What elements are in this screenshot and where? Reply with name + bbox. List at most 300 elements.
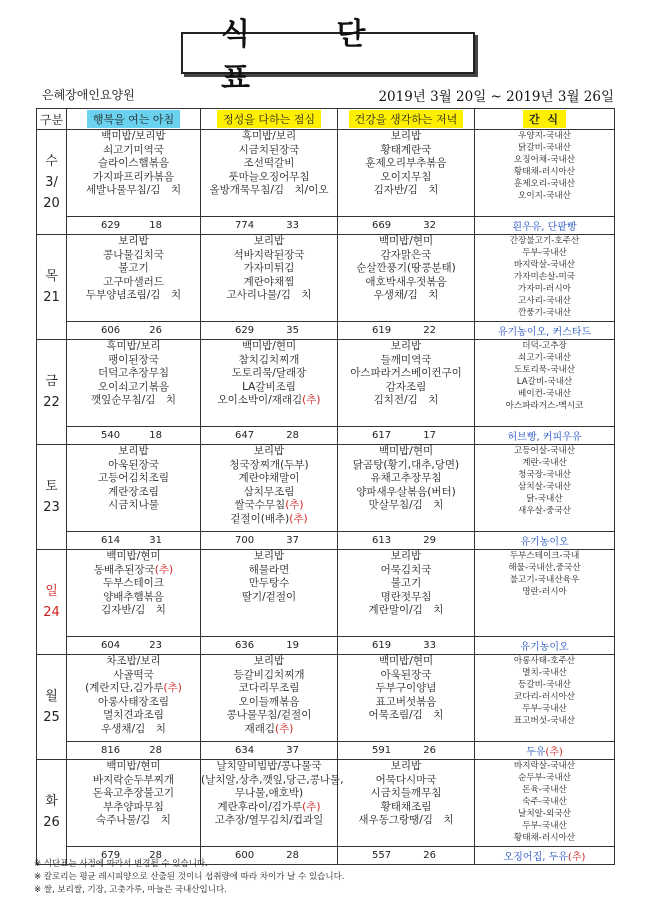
breakfast-item: 계란장조림 xyxy=(108,485,159,498)
breakfast-item: 우생채/김 치 xyxy=(101,722,166,735)
snack-item: 더덕-고추장 xyxy=(522,341,567,351)
snack-note: 흰우유, 단팥빵 xyxy=(475,217,615,235)
dinner-item: 백미밥/현미 xyxy=(378,235,434,247)
lunch-item: 콩나물무침/겉절이 xyxy=(226,709,312,722)
lunch-item: 보리밥 xyxy=(253,655,285,667)
nutrition-cell xyxy=(338,427,475,445)
calorie-value: 614 xyxy=(101,535,121,546)
snack-cell xyxy=(475,445,615,532)
lunch-item: 도토리묵/달래장 xyxy=(231,367,307,380)
nutrition-row xyxy=(37,742,615,760)
dinner-item: 보리밥 xyxy=(390,340,422,352)
day-label xyxy=(37,340,67,445)
dinner-item: 불고기 xyxy=(390,577,422,590)
dinner-item: 시금치들깨무침 xyxy=(370,787,442,800)
dinner-item: 들깨미역국 xyxy=(380,353,432,366)
lunch-item: 시금치된장국 xyxy=(238,143,300,156)
snack-item: 표고버섯-국내산 xyxy=(513,716,576,726)
header-snack-label: 간 식 xyxy=(523,110,566,128)
calorie-value: 636 xyxy=(235,640,255,651)
snack-item: 날치알-외국산 xyxy=(518,809,571,819)
dinner-item: 순살깐풍기(땅콩분태) xyxy=(356,262,456,275)
breakfast-cell xyxy=(67,340,201,427)
nutrition-row xyxy=(37,532,615,550)
snack-cell xyxy=(475,130,615,217)
breakfast-item: 오이쇠고기볶음 xyxy=(97,380,169,393)
footnotes xyxy=(34,858,345,897)
breakfast-item: 사골떡국 xyxy=(113,668,154,681)
protein-value: 22 xyxy=(423,325,436,336)
dinner-item: 훈제오리부추볶음 xyxy=(365,157,447,170)
breakfast-item: 백미밥/현미 xyxy=(106,550,161,562)
snack-item: 아스파라거스-멕시코 xyxy=(505,401,584,411)
day-row xyxy=(37,340,615,427)
protein-value: 28 xyxy=(286,430,299,441)
added-marker: (추) xyxy=(154,563,174,576)
lunch-item: 쌀국수무침(추) xyxy=(234,499,304,512)
snack-note: 유기농이오, 커스타드 xyxy=(475,322,615,340)
lunch-item: 청국장찌개(두부) xyxy=(229,458,309,471)
title-box xyxy=(181,17,475,96)
day-row xyxy=(37,655,615,742)
day-row xyxy=(37,550,615,637)
calorie-value: 617 xyxy=(372,430,392,441)
breakfast-item: 흑미밥/보리 xyxy=(106,340,161,352)
breakfast-item: 시금치나물 xyxy=(108,499,159,512)
day-label-line: 토 xyxy=(45,479,58,494)
dinner-item: 감자맑은국 xyxy=(380,248,432,261)
dinner-item: 보리밥 xyxy=(390,130,422,142)
nutrition-cell xyxy=(201,217,338,235)
day-label xyxy=(37,130,67,235)
calorie-value: 600 xyxy=(235,850,255,861)
dinner-item: 김치전/김 치 xyxy=(373,394,439,407)
snack-item: 오이지-국내산 xyxy=(518,191,571,201)
nutrition-row xyxy=(37,427,615,445)
day-label-line: 월 xyxy=(45,689,58,704)
breakfast-cell xyxy=(67,235,201,322)
dinner-item: 닭곰탕(황기,대추,당면) xyxy=(352,458,460,471)
dinner-item: 황태채조림 xyxy=(380,800,432,813)
day-label xyxy=(37,655,67,760)
added-marker: (추) xyxy=(275,722,294,735)
day-label-line: 금 xyxy=(45,374,58,389)
added-marker: (추) xyxy=(545,747,563,758)
lunch-item: 삼치무조림 xyxy=(243,485,295,498)
breakfast-item: 고구마샐러드 xyxy=(103,275,164,288)
dinner-item: 어묵김치국 xyxy=(380,563,432,576)
day-label-line: 수 xyxy=(45,153,58,169)
snack-item: 돈육-국내산 xyxy=(522,785,567,795)
nutrition-cell xyxy=(67,637,201,655)
breakfast-item: 차조밥/보리 xyxy=(106,655,161,667)
dinner-item: 김자반/김 치 xyxy=(373,184,439,197)
lunch-item: 계란후라이/김가루(추) xyxy=(217,800,321,813)
dinner-cell xyxy=(338,340,475,427)
lunch-cell xyxy=(201,760,344,847)
day-label xyxy=(37,760,67,865)
header-snack xyxy=(475,109,615,130)
day-label-line: 3/ xyxy=(45,174,58,190)
breakfast-item: 슬라이스햄볶음 xyxy=(97,157,169,170)
breakfast-item: 보리밥 xyxy=(118,235,149,247)
snack-item: 불고기-국내산육우 xyxy=(509,575,580,585)
breakfast-item: 부추양파무침 xyxy=(103,800,164,813)
calorie-value: 591 xyxy=(372,745,392,756)
lunch-item: 석바지락된장국 xyxy=(233,248,305,261)
dinner-item: 감자조림 xyxy=(385,380,427,393)
lunch-item: 참치김치찌개 xyxy=(238,353,300,366)
menu-table xyxy=(36,108,615,865)
breakfast-item: (계란지단,김가루(추) xyxy=(85,682,182,695)
nutrition-cell xyxy=(201,637,338,655)
calorie-value: 774 xyxy=(235,220,255,231)
lunch-cell xyxy=(201,340,338,427)
breakfast-item: 아욱된장국 xyxy=(108,458,159,471)
day-label-line: 화 xyxy=(45,794,58,809)
added-marker: (추) xyxy=(302,800,321,813)
dinner-cell xyxy=(338,550,475,637)
protein-value: 31 xyxy=(149,535,162,546)
snack-item: 해물-국내산,중국산 xyxy=(508,563,581,573)
lunch-item: 보리밥 xyxy=(253,550,285,562)
breakfast-item: 세발나물무침/김 치 xyxy=(85,184,182,197)
lunch-item: 해물라면 xyxy=(248,563,290,576)
breakfast-cell xyxy=(67,130,201,217)
dinner-item: 유채고추장무침 xyxy=(370,472,442,485)
day-label-line: 일 xyxy=(45,584,58,599)
footnote: ※ 식단표는 사정에 따라서 변경될 수 있습니다. xyxy=(34,859,208,869)
calorie-value: 606 xyxy=(101,325,121,336)
snack-item: 가자미-러시아 xyxy=(518,284,571,294)
protein-value: 32 xyxy=(423,220,436,231)
breakfast-item: 더덕고추장무침 xyxy=(97,367,169,380)
lunch-item: 조선떡갈비 xyxy=(243,157,295,170)
lunch-item: 보리밥 xyxy=(253,235,285,247)
dinner-item: 황태계란국 xyxy=(380,143,432,156)
lunch-item: 가자미튀김 xyxy=(243,262,295,275)
breakfast-cell xyxy=(67,445,201,532)
snack-cell xyxy=(475,655,615,742)
day-label xyxy=(37,445,67,550)
lunch-cell xyxy=(201,235,338,322)
calorie-value: 816 xyxy=(101,745,121,756)
dinner-item: 보리밥 xyxy=(390,760,422,772)
dinner-cell xyxy=(338,655,475,742)
snack-item: 두부스테이크-국내 xyxy=(509,551,580,561)
nutrition-cell xyxy=(67,532,201,550)
day-row xyxy=(37,760,615,847)
snack-item: 황태채-러시아산 xyxy=(513,833,576,843)
day-row xyxy=(37,445,615,532)
protein-value: 35 xyxy=(286,325,299,336)
snack-item: 바지락살-국내산 xyxy=(513,260,576,270)
snack-item: LA갈비-국내산 xyxy=(516,377,573,387)
snack-note: 유기농이오 xyxy=(475,532,615,550)
dinner-item: 두부구이양념 xyxy=(375,682,437,695)
protein-value: 26 xyxy=(423,850,436,861)
protein-value: 33 xyxy=(423,640,436,651)
snack-item: 간장불고기-호주산 xyxy=(509,236,580,246)
dinner-item: 표고버섯볶음 xyxy=(375,695,437,708)
dinner-item: 계란말이/김 치 xyxy=(368,604,444,617)
snack-item: 깐풍기-국내산 xyxy=(518,308,571,318)
facility-name: 은혜장애인요양원 xyxy=(42,88,135,102)
calorie-value: 619 xyxy=(372,640,392,651)
lunch-item: 만두탕수 xyxy=(248,577,290,590)
lunch-item: 겉절이(배추)(추) xyxy=(230,512,308,525)
snack-item: 계란-국내산 xyxy=(522,458,567,468)
snack-item: 도토리묵-국내산 xyxy=(513,365,576,375)
footnote: ※ 쌀, 보리쌀, 기장, 고춧가루, 마늘은 국내산입니다. xyxy=(34,885,227,895)
lunch-item: LA갈비조림 xyxy=(242,380,296,393)
lunch-item: 오이들깨볶음 xyxy=(238,695,300,708)
nutrition-row xyxy=(37,637,615,655)
breakfast-cell xyxy=(67,550,201,637)
snack-item: 오징어채-국내산 xyxy=(513,155,576,165)
nutrition-cell xyxy=(338,847,475,865)
breakfast-item: 불고기 xyxy=(118,262,149,275)
lunch-item: 고추장/열무김치/컵과일 xyxy=(214,814,324,827)
snack-item: 고등어살-국내산 xyxy=(513,446,576,456)
calorie-value: 700 xyxy=(235,535,255,546)
header-lunch xyxy=(201,109,338,130)
breakfast-item: 백미밥/보리밥 xyxy=(101,130,166,142)
snack-item: 가자미손살-미국 xyxy=(513,272,576,282)
breakfast-item: 멸치견과조림 xyxy=(103,709,164,722)
lunch-item: 흑미밥/보리 xyxy=(241,130,297,142)
lunch-cell xyxy=(201,550,338,637)
lunch-item: 무나물,애호박) xyxy=(234,787,304,800)
lunch-cell xyxy=(201,130,338,217)
breakfast-item: 양배추햄볶음 xyxy=(103,590,164,603)
protein-value: 17 xyxy=(423,430,436,441)
protein-value: 19 xyxy=(286,640,299,651)
day-row xyxy=(37,130,615,217)
protein-value: 23 xyxy=(149,640,162,651)
dinner-cell xyxy=(338,760,475,847)
dinner-item: 오이지무침 xyxy=(380,170,432,183)
lunch-item: 코다리무조림 xyxy=(238,682,300,695)
calorie-value: 679 xyxy=(101,850,121,861)
dinner-cell xyxy=(338,235,475,322)
nutrition-cell xyxy=(338,217,475,235)
dinner-item: 백미밥/현미 xyxy=(378,445,434,457)
lunch-item: 백미밥/현미 xyxy=(241,340,297,352)
snack-item: 닭-국내산 xyxy=(526,494,563,504)
snack-item: 바지락살-국내산 xyxy=(513,761,576,771)
protein-value: 37 xyxy=(286,745,299,756)
lunch-item: 등갈비김치찌개 xyxy=(233,668,305,681)
snack-note: 오징어집, 두유(추) xyxy=(475,847,615,865)
added-marker: (추) xyxy=(285,499,304,512)
protein-value: 18 xyxy=(149,220,162,231)
nutrition-cell xyxy=(338,322,475,340)
breakfast-item: 팽이된장국 xyxy=(108,353,159,366)
calorie-value: 647 xyxy=(235,430,255,441)
day-row xyxy=(37,235,615,322)
calorie-value: 613 xyxy=(372,535,392,546)
dinner-cell xyxy=(338,130,475,217)
dinner-item: 우생채/김 치 xyxy=(373,289,439,302)
breakfast-cell xyxy=(67,760,201,847)
lunch-item: 계란야채찜 xyxy=(243,275,295,288)
snack-item: 고사리-국내산 xyxy=(518,296,571,306)
lunch-cell xyxy=(201,445,338,532)
breakfast-item: 깻잎순무침/김 치 xyxy=(90,394,177,407)
breakfast-item: 보리밥 xyxy=(118,445,149,457)
nutrition-cell xyxy=(67,427,201,445)
header-lunch-label: 정성을 다하는 점심 xyxy=(217,110,321,128)
snack-item: 아롱사태-호주산 xyxy=(513,656,576,666)
protein-value: 28 xyxy=(149,850,162,861)
lunch-item: 보리밥 xyxy=(253,445,285,457)
dinner-item: 어묵다시마국 xyxy=(375,773,437,786)
snack-cell xyxy=(475,340,615,427)
nutrition-cell xyxy=(201,322,338,340)
snack-item: 쇠고기-국내산 xyxy=(518,353,571,363)
dinner-item: 보리밥 xyxy=(390,550,422,562)
calorie-value: 604 xyxy=(101,640,121,651)
lunch-item: 날치알비빔밥/콩나물국 xyxy=(216,760,322,772)
breakfast-cell xyxy=(67,655,201,742)
breakfast-item: 쇠고기미역국 xyxy=(103,143,164,156)
lunch-item: 오이소박이/재래김(추) xyxy=(217,394,321,407)
snack-note: 두유(추) xyxy=(475,742,615,760)
dinner-item: 아스파라거스베이컨구이 xyxy=(350,367,462,380)
nutrition-cell xyxy=(338,532,475,550)
breakfast-item: 콩나물김치국 xyxy=(103,248,164,261)
dinner-cell xyxy=(338,445,475,532)
nutrition-cell xyxy=(338,742,475,760)
snack-item: 베이컨-국내산 xyxy=(518,389,571,399)
snack-note: 유기농이오 xyxy=(475,637,615,655)
snack-item: 등갈비-국내산 xyxy=(518,680,571,690)
snack-item: 숙주-국내산 xyxy=(522,797,567,807)
lunch-item: 고사리나물/김 치 xyxy=(226,289,312,302)
dinner-item: 양파새우살볶음(버터) xyxy=(356,485,456,498)
calorie-value: 634 xyxy=(235,745,255,756)
snack-cell xyxy=(475,550,615,637)
added-marker: (추) xyxy=(302,394,321,407)
page-title: 식 단 표 xyxy=(221,17,404,96)
nutrition-cell xyxy=(201,742,338,760)
dinner-item: 어묵조림/김 치 xyxy=(368,709,444,722)
breakfast-item: 두부양념조림/김 치 xyxy=(85,289,182,302)
protein-value: 37 xyxy=(286,535,299,546)
breakfast-item: 두부스테이크 xyxy=(103,577,164,590)
snack-item: 청국장-국내산 xyxy=(518,470,571,480)
dinner-item: 새우동그랑땡/김 치 xyxy=(358,814,454,827)
dinner-item: 맛살무침/김 치 xyxy=(368,499,444,512)
protein-value: 26 xyxy=(423,745,436,756)
snack-item: 명란-러시아 xyxy=(522,587,567,597)
footnote: ※ 칼로리는 평균 레시피양으로 산출된 것이니 섭취량에 따라 차이가 날 수 있습니다. xyxy=(34,872,345,882)
calorie-value: 629 xyxy=(235,325,255,336)
protein-value: 33 xyxy=(286,220,299,231)
protein-value: 29 xyxy=(423,535,436,546)
day-label-line: 목 xyxy=(45,269,58,284)
header-dinner xyxy=(338,109,475,130)
calorie-value: 669 xyxy=(372,220,392,231)
breakfast-item: 돈육고추장불고기 xyxy=(92,787,175,800)
lunch-item: 재래김(추) xyxy=(244,722,294,735)
day-label-line: 23 xyxy=(43,500,60,515)
day-label-line: 22 xyxy=(43,395,60,410)
snack-item: 순두부-국내산 xyxy=(518,773,571,783)
calorie-value: 557 xyxy=(372,850,392,861)
dinner-item: 애호박새우젓볶음 xyxy=(365,275,447,288)
header-gubun: 구분 xyxy=(37,109,67,130)
breakfast-item: 김자반/김 치 xyxy=(101,604,166,617)
day-label xyxy=(37,550,67,655)
protein-value: 18 xyxy=(149,430,162,441)
lunch-item: 올방개묵무침/김 치/이오 xyxy=(209,184,329,197)
calorie-value: 540 xyxy=(101,430,121,441)
snack-item: 황태채-러시아산 xyxy=(513,167,576,177)
added-marker: (추) xyxy=(289,512,308,525)
dinner-item: 아욱된장국 xyxy=(380,668,432,681)
breakfast-item: 가지파프리카볶음 xyxy=(92,170,175,183)
snack-item: 코다리-러시아산 xyxy=(513,692,576,702)
nutrition-cell xyxy=(67,217,201,235)
snack-item: 두부-국내산 xyxy=(522,821,567,831)
snack-item: 삼치살-국내산 xyxy=(518,482,571,492)
lunch-item: 딸기/겉절이 xyxy=(241,590,297,603)
breakfast-item: 백미밥/현미 xyxy=(106,760,161,772)
day-label-line: 21 xyxy=(43,290,60,305)
lunch-item: (날치알,상추,깻잎,당근,콩나물, xyxy=(201,773,344,786)
nutrition-cell xyxy=(338,637,475,655)
nutrition-cell xyxy=(67,322,201,340)
day-label-line: 20 xyxy=(43,195,60,211)
header-dinner-label: 건강을 생각하는 저녁 xyxy=(349,110,464,128)
breakfast-item: 아롱사태장조림 xyxy=(97,695,169,708)
day-label-line: 26 xyxy=(43,815,60,830)
snack-note: 허브빵, 커피우유 xyxy=(475,427,615,445)
nutrition-cell xyxy=(67,742,201,760)
day-label xyxy=(37,235,67,340)
calorie-value: 629 xyxy=(101,220,121,231)
snack-item: 닭갈비-국내산 xyxy=(518,143,571,153)
breakfast-item: 바지락순두부찌개 xyxy=(92,773,175,786)
lunch-item: 계란야채말이 xyxy=(238,472,300,485)
snack-item: 멸치-국내산 xyxy=(522,668,567,678)
lunch-cell xyxy=(201,655,338,742)
header-breakfast xyxy=(67,109,201,130)
day-label-line: 24 xyxy=(43,605,60,620)
snack-item: 우양지-국내산 xyxy=(518,131,571,141)
protein-value: 26 xyxy=(149,325,162,336)
snack-item: 훈제오리-국내산 xyxy=(513,179,576,189)
nutrition-row xyxy=(37,322,615,340)
protein-value: 28 xyxy=(286,850,299,861)
breakfast-item: 동배추된장국(추) xyxy=(93,563,174,576)
snack-cell xyxy=(475,235,615,322)
breakfast-item: 숙주나물/김 치 xyxy=(96,814,171,827)
dinner-item: 백미밥/현미 xyxy=(378,655,434,667)
snack-item: 두부-국내산 xyxy=(522,704,567,714)
snack-cell xyxy=(475,760,615,847)
header-breakfast-label: 행복을 여는 아침 xyxy=(87,110,180,128)
nutrition-row xyxy=(37,217,615,235)
snack-item: 두부-국내산 xyxy=(522,248,567,258)
nutrition-cell xyxy=(201,427,338,445)
lunch-item: 풋마늘오징어무침 xyxy=(228,170,310,183)
day-label-line: 25 xyxy=(43,710,60,725)
added-marker: (추) xyxy=(567,852,586,863)
added-marker: (추) xyxy=(163,682,182,695)
